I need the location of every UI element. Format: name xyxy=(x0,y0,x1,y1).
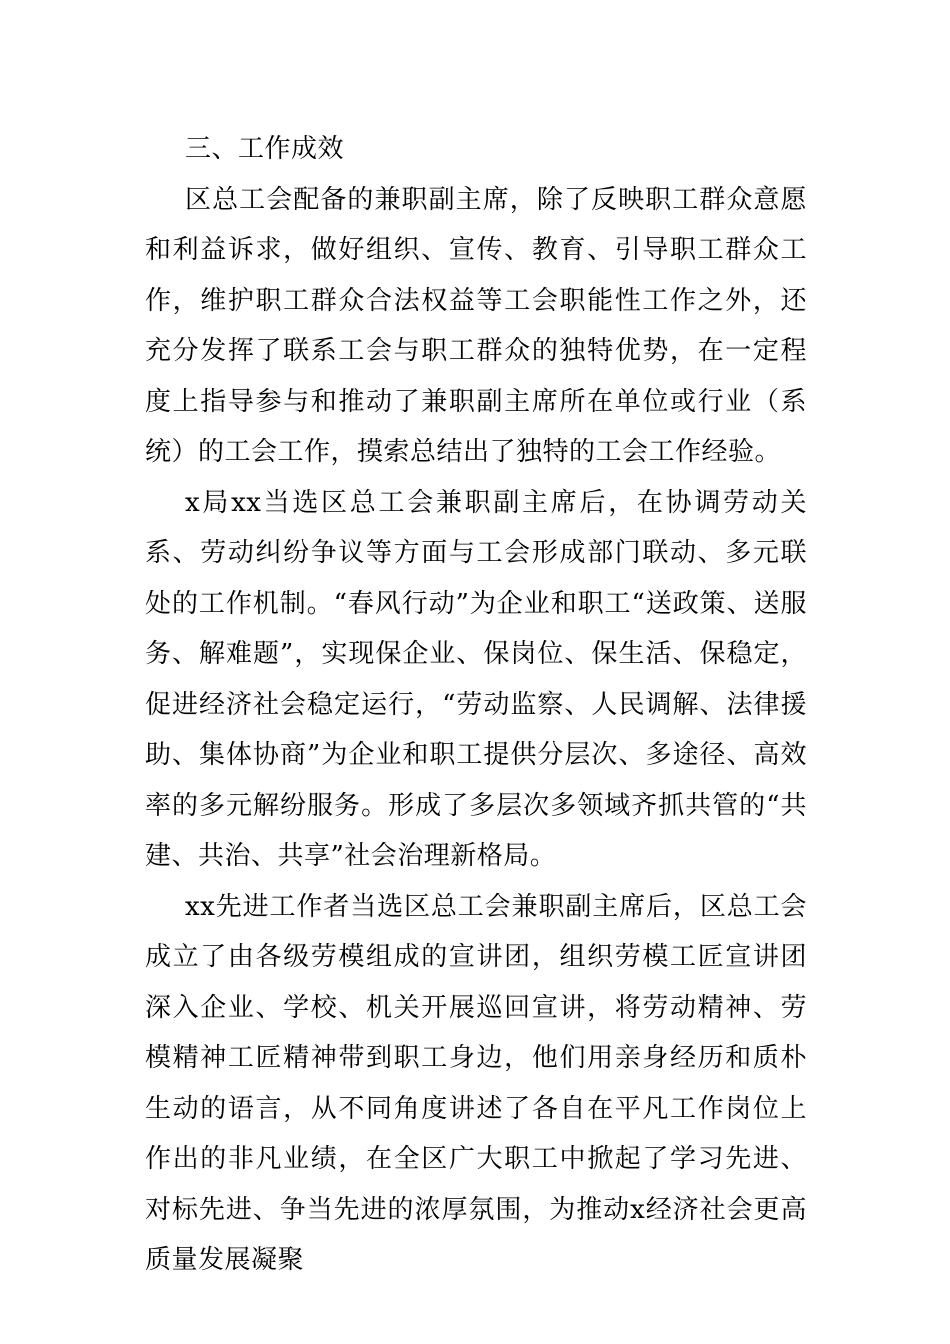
paragraph-overview: 区总工会配备的兼职副主席，除了反映职工群众意愿和利益诉求，做好组织、宣传、教育、引导职工群众工作，维护职工群众合法权益等工会职能性工作之外，还充分发挥了联系工会与职工群众的独特优势，在一定程度上指导参与和推动了兼职副主席所在单位或行业（系统）的工会工作，摸索总结出了独特的工会工作经验。 xyxy=(145,184,807,467)
document-body xyxy=(145,124,807,1286)
paragraph-advanced-worker: xx先进工作者当选区总工会兼职副主席后，区总工会成立了由各级劳模组成的宣讲团，组织劳模工匠宣讲团深入企业、学校、机关开展巡回宣讲，将劳动精神、劳模精神工匠精神带到职工身边，他们用亲身经历和质朴生动的语言，从不同角度讲述了各自在平凡工作岗位上作出的非凡业绩，在全区广大职工中掀起了学习先进、对标先进、争当先进的浓厚氛围，为推动x经济社会更高质量发展凝聚 xyxy=(145,891,807,1275)
paragraph-labor-bureau: x局xx当选区总工会兼职副主席后，在协调劳动关系、劳动纠纷争议等方面与工会形成部门联动、多元联处的工作机制。“春风行动”为企业和职工“送政策、送服务、解难题”，实现保企业、保岗位、保生活、保稳定，促进经济社会稳定运行，“劳动监察、人民调解、法律援助、集体协商”为企业和职工提供分层次、多途径、高效率的多元解纷服务。形成了多层次多领域齐抓共管的“共建、共治、共享”社会治理新格局。 xyxy=(145,487,807,871)
section-heading: 三、工作成效 xyxy=(185,134,345,164)
